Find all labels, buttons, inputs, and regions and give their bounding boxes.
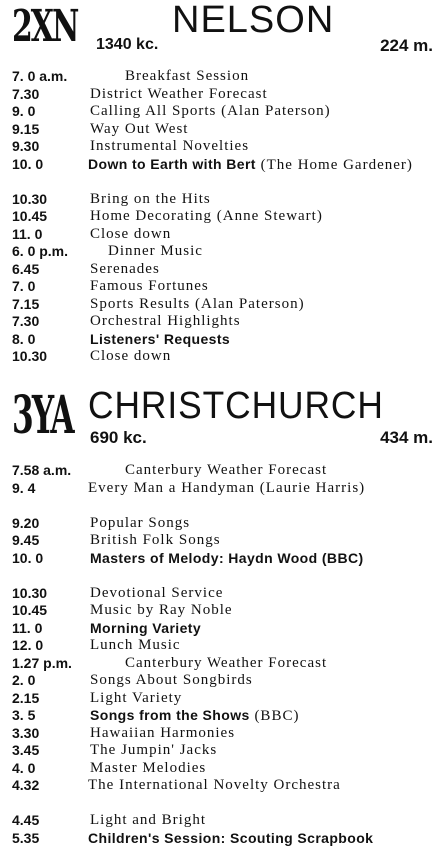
programme: Devotional Service [90, 584, 224, 601]
time: 9. 4 [12, 479, 36, 496]
schedule-row [0, 830, 445, 865]
schedule-row [0, 707, 445, 725]
station-2xn [0, 2, 445, 366]
schedule-row [0, 226, 445, 244]
station-frequency: 690 kc. [90, 428, 147, 447]
programme: Hawaiian Harmonies [90, 724, 236, 741]
time: 2.15 [12, 689, 40, 706]
programme: Sports Results (Alan Paterson) [90, 295, 305, 312]
programme: Calling All Sports (Alan Paterson) [90, 103, 331, 119]
programme: Popular Songs [90, 514, 191, 531]
programme: Famous Fortunes [90, 278, 209, 294]
programme: Listeners' Requests [90, 330, 231, 347]
schedule-row [0, 532, 445, 550]
programme: The International Novelty Orchestra [88, 777, 341, 793]
time: 10.30 [12, 348, 48, 364]
schedule-row [0, 296, 445, 314]
time: 10. 0 [12, 155, 44, 172]
time: 4.32 [12, 777, 40, 793]
schedule-row [0, 602, 445, 620]
time: 3.30 [12, 724, 40, 741]
call-sign: 3YA [12, 385, 73, 446]
time: 10.45 [12, 208, 48, 224]
schedule-row [0, 121, 445, 139]
schedule-row [0, 278, 445, 296]
programme: Every Man a Handyman (Laurie Harris) [88, 479, 366, 496]
schedule-row [0, 68, 445, 86]
programme-suffix: (The Home Gardener) [255, 156, 413, 173]
schedule-row [0, 760, 445, 778]
schedule-row [0, 208, 445, 226]
station-city: NELSON [172, 0, 335, 41]
schedule-row [0, 86, 445, 104]
programme: Songs About Songbirds [90, 672, 253, 688]
call-sign: 2XN [12, 1, 78, 52]
time: 9.45 [12, 532, 40, 548]
programme-suffix: (BBC) [249, 708, 300, 724]
schedule-row [0, 191, 445, 209]
programme: Way Out West [90, 120, 189, 137]
programme: Light and Bright [90, 812, 206, 828]
schedule-row [0, 348, 445, 366]
time: 7. 0 [12, 278, 36, 294]
time: 6.45 [12, 260, 40, 277]
schedule-row [0, 515, 445, 533]
time: 2. 0 [12, 672, 36, 688]
schedule-row [0, 585, 445, 603]
time: 3.45 [12, 742, 40, 758]
time: 8. 0 [12, 330, 36, 347]
programme: Canterbury Weather Forecast [125, 654, 328, 671]
programme: Serenades [90, 260, 160, 277]
programme: Master Melodies [90, 759, 207, 776]
station-header [0, 2, 445, 60]
programme: Music by Ray Noble [90, 602, 233, 618]
time: 12. 0 [12, 637, 44, 653]
station-wavelength: 434 m. [380, 428, 433, 447]
programme [90, 707, 439, 726]
time: 7.15 [12, 295, 40, 312]
station-frequency: 1340 kc. [96, 36, 159, 53]
schedule-list [0, 462, 445, 865]
schedule-row [0, 462, 445, 480]
programme: The Jumpin' Jacks [90, 742, 218, 758]
schedule-row [0, 637, 445, 655]
station-city: CHRISTCHURCH [88, 385, 384, 427]
schedule-row [0, 243, 445, 261]
programme: District Weather Forecast [90, 85, 268, 102]
programme: Masters of Melody: Haydn Wood (BBC) [90, 549, 364, 566]
station-wavelength: 224 m. [380, 36, 433, 55]
programme: Lunch Music [90, 637, 181, 653]
time: 9.15 [12, 120, 40, 137]
programme: Home Decorating (Anne Stewart) [90, 208, 323, 224]
programme: Bring on the Hits [90, 190, 211, 207]
schedule-row [0, 742, 445, 760]
programme: Morning Variety [90, 619, 202, 636]
schedule-row [0, 777, 445, 812]
schedule-row [0, 103, 445, 121]
programme: British Folk Songs [90, 532, 221, 548]
time: 3. 5 [12, 707, 36, 723]
programme: Close down [90, 348, 172, 364]
time: 10.30 [12, 190, 48, 207]
schedule-row [0, 550, 445, 585]
time: 7. 0 a.m. [12, 68, 68, 84]
schedule-row [0, 672, 445, 690]
schedule-row [0, 812, 445, 830]
programme: Dinner Music [108, 243, 203, 259]
time: 7.30 [12, 313, 40, 329]
station-3ya [0, 386, 445, 865]
programme: Instrumental Novelties [90, 138, 250, 154]
schedule-list [0, 68, 445, 366]
programme: Close down [90, 225, 172, 242]
programme: Light Variety [90, 689, 183, 706]
time: 7.58 a.m. [12, 462, 72, 478]
programme-bold: Down to Earth with Bert [88, 155, 256, 172]
schedule-row [0, 620, 445, 638]
schedule-row [0, 480, 445, 515]
schedule-row [0, 261, 445, 279]
schedule-row [0, 655, 445, 673]
time: 11. 0 [12, 225, 43, 242]
time: 9.20 [12, 514, 40, 531]
programme: Breakfast Session [125, 68, 250, 84]
schedule-row [0, 138, 445, 156]
time: 10.30 [12, 584, 48, 601]
time: 9.30 [12, 138, 40, 154]
programme-bold: Songs from the Shows [90, 707, 250, 723]
programme: Children's Session: Scouting Scrapbook [88, 829, 374, 846]
schedule-row [0, 331, 445, 349]
time: 6. 0 p.m. [12, 243, 69, 259]
schedule-row [0, 690, 445, 708]
time: 4.45 [12, 812, 40, 828]
programme: Canterbury Weather Forecast [125, 462, 328, 478]
time: 11. 0 [12, 619, 43, 636]
schedule-row [0, 725, 445, 743]
station-header [0, 386, 445, 452]
programme: Orchestral Highlights [90, 313, 241, 329]
time: 10. 0 [12, 549, 44, 566]
time: 1.27 p.m. [12, 654, 72, 671]
time: 4. 0 [12, 759, 36, 776]
schedule-row [0, 313, 445, 331]
time: 9. 0 [12, 103, 36, 119]
programme [12, 156, 439, 175]
time: 10.45 [12, 602, 48, 618]
schedule-row [0, 156, 445, 191]
time: 7.30 [12, 85, 40, 102]
time: 5.35 [12, 829, 40, 846]
